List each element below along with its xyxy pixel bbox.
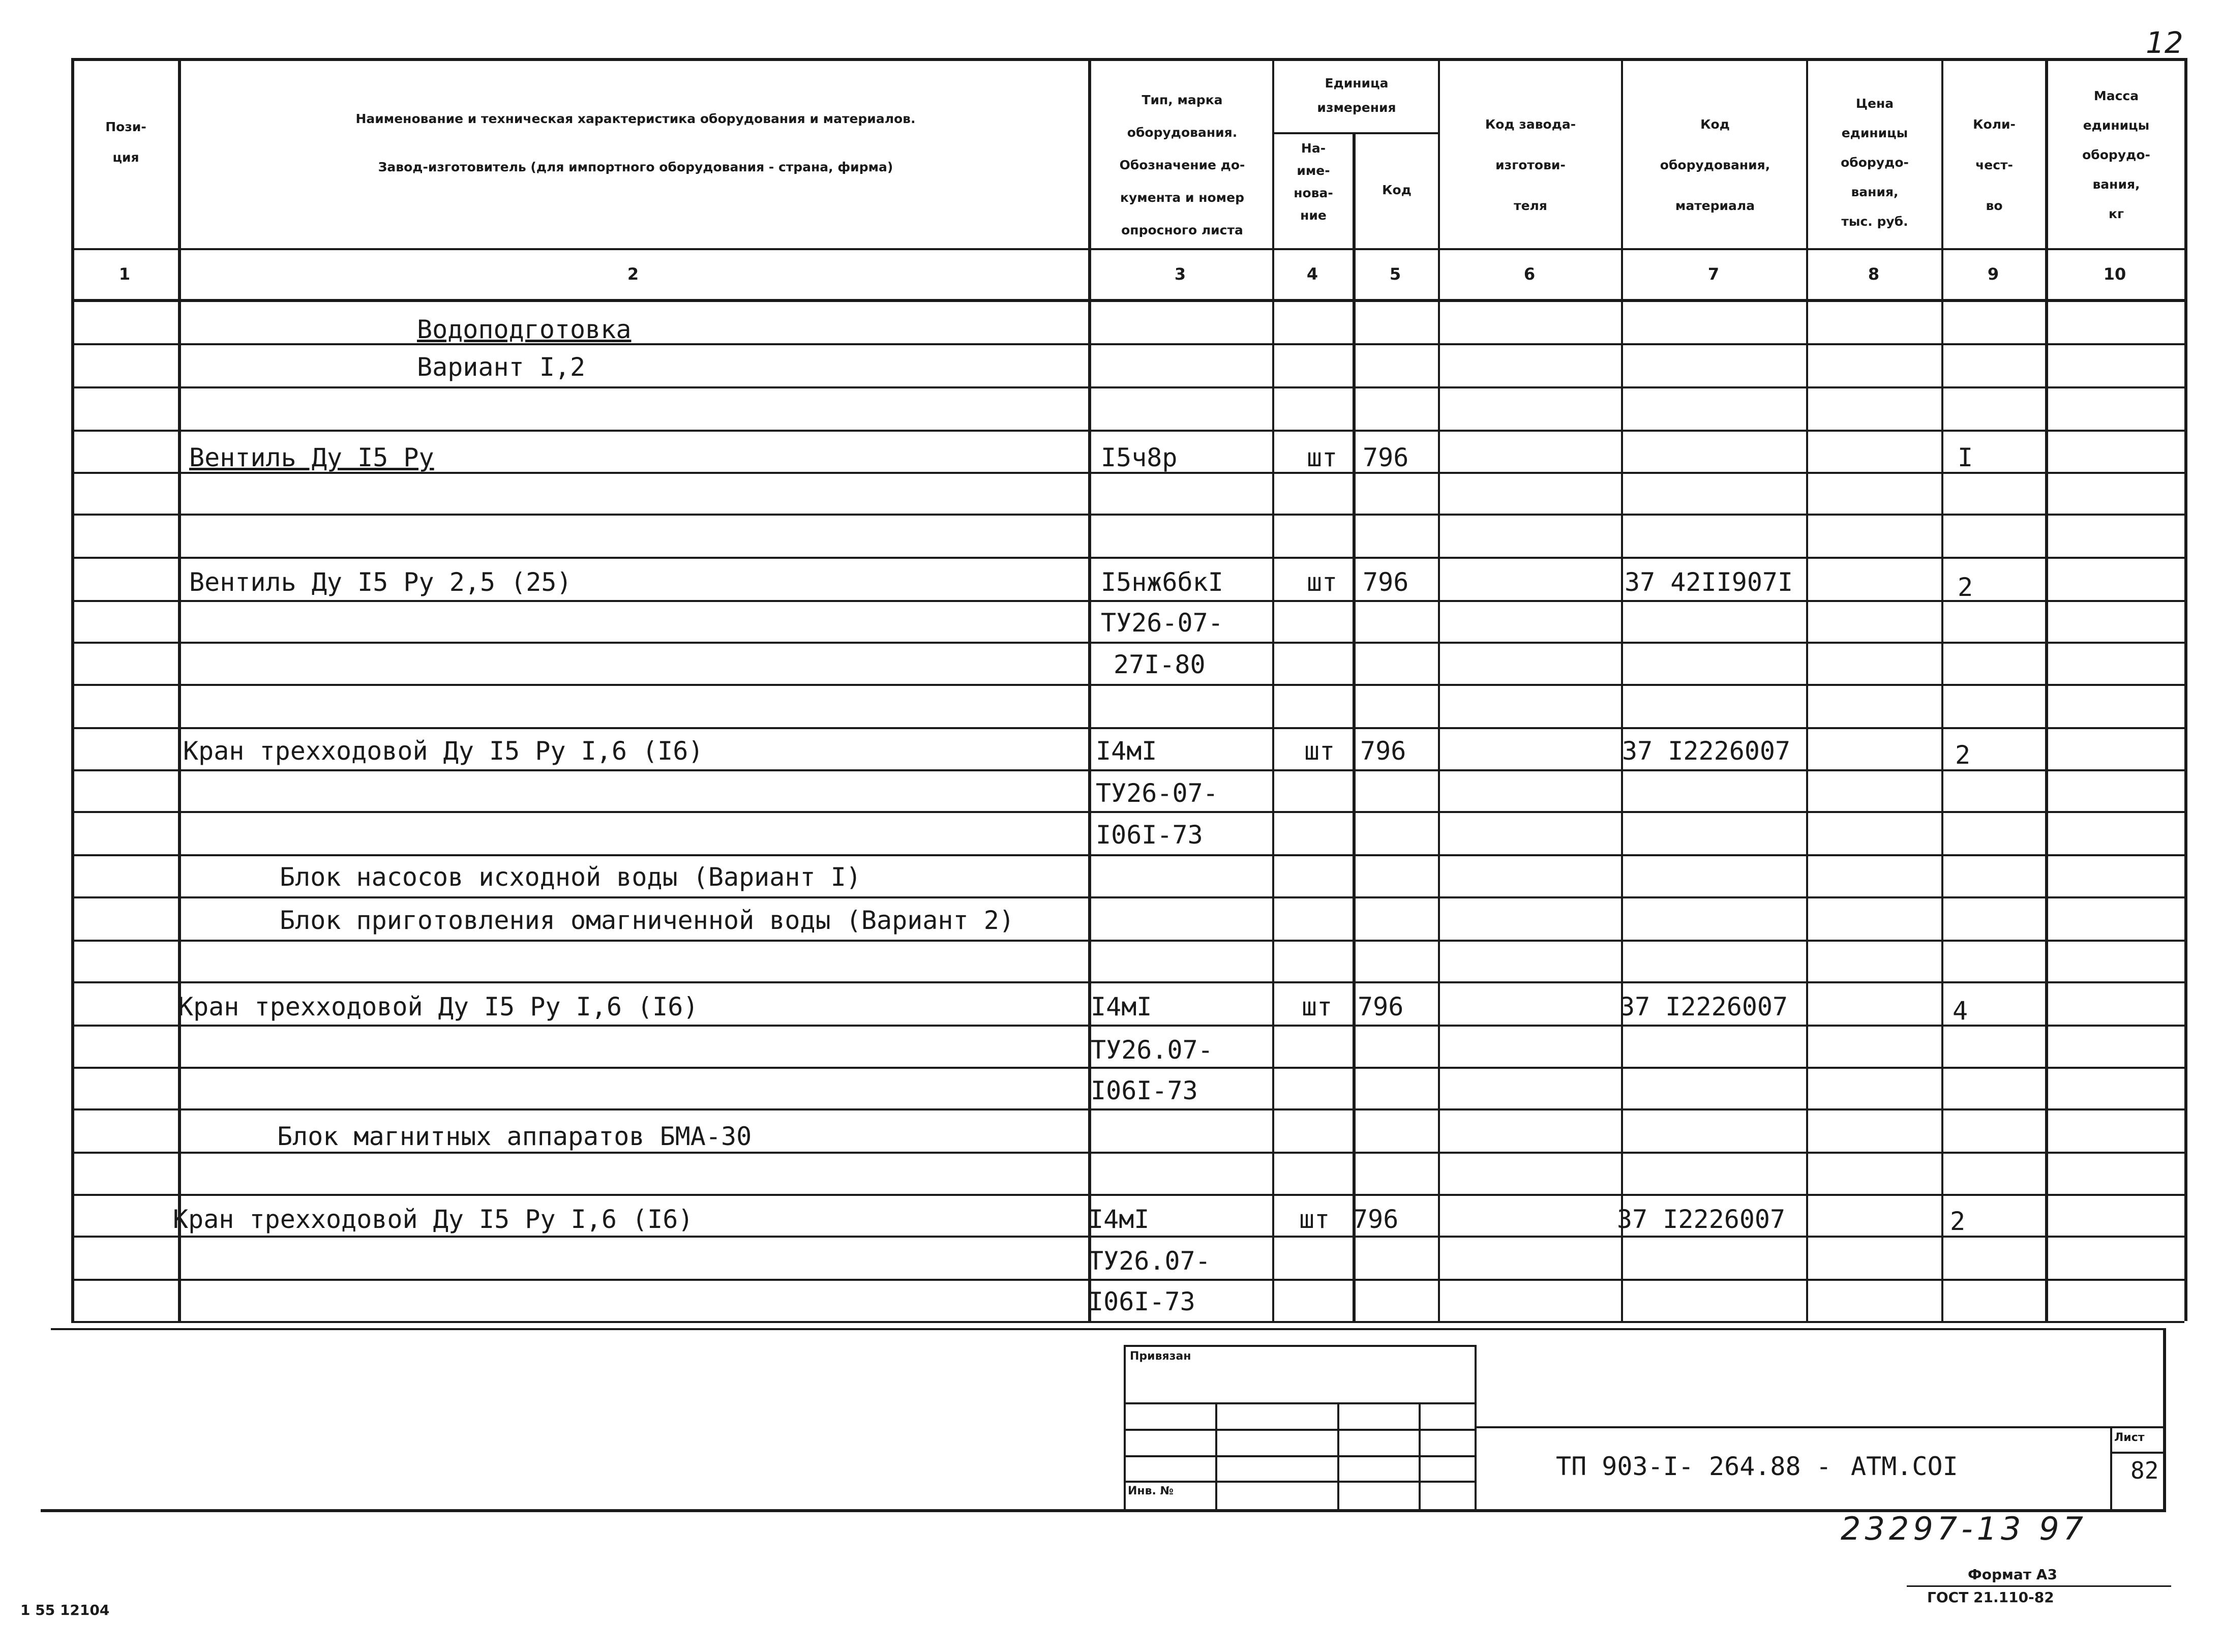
section-subtitle: Вариант I,2: [417, 352, 586, 382]
item-unit-code: 796: [1363, 567, 1409, 597]
print-id: 1 55 12104: [20, 1602, 110, 1618]
item-name: Вентиль Ду I5 Ру 2,5 (25): [189, 567, 572, 597]
col-number: 1: [118, 264, 131, 284]
col-number: 4: [1306, 264, 1318, 284]
col-number: 5: [1389, 264, 1401, 284]
item-material-code: 37 I2226007: [1619, 992, 1788, 1022]
col-number: 7: [1707, 264, 1720, 284]
col-number: 6: [1523, 264, 1536, 284]
item-name: Кран трехходовой Ду I5 Ру I,6 (I6): [178, 992, 699, 1022]
col-number: 3: [1174, 264, 1186, 284]
stamp-inventory-label: Инв. №: [1128, 1485, 1174, 1497]
item-name: Кран трехходовой Ду I5 Ру I,6 (I6): [183, 736, 704, 766]
header-mass: Масса единицы оборудо- вания, кг: [2082, 88, 2150, 221]
item-doc: 27I-80: [1114, 650, 1206, 679]
page-mark: 12: [2146, 25, 2183, 60]
header-type: Тип, марка оборудования. Обозначение до- кумента и номер опросного листа: [1119, 93, 1245, 237]
header-price: Цена единицы оборудо- вания, тыс. руб.: [1841, 96, 1909, 229]
col-number: 10: [2103, 264, 2126, 284]
item-unit-code: 796: [1360, 736, 1406, 766]
item-name: Кран трехходовой Ду I5 Ру I,6 (I6): [173, 1205, 694, 1234]
col-number: 8: [1868, 264, 1880, 284]
item-doc: ТУ26.07-: [1088, 1246, 1211, 1276]
header-unit-code: Код: [1382, 183, 1412, 197]
item-unit: шт: [1299, 1205, 1330, 1234]
item-unit-code: 796: [1353, 1205, 1399, 1234]
item-type: I5ч8р: [1101, 443, 1178, 472]
item-name: Вентиль Ду I5 Ру: [189, 443, 434, 472]
col-number: 9: [1987, 264, 1999, 284]
header-unit-group: Единица измерения: [1317, 76, 1396, 115]
item-doc: ТУ26-07-: [1101, 608, 1223, 638]
stamp-linked-label: Привязан: [1130, 1350, 1191, 1363]
item-unit-code: 796: [1363, 443, 1409, 472]
header-position: Пози- ция: [105, 119, 146, 165]
item-unit: шт: [1304, 736, 1335, 766]
item-quantity: 2: [1955, 740, 1971, 770]
item-quantity: 2: [1950, 1207, 1966, 1236]
document-code: ТП 903-I- 264.88 -: [1556, 1452, 1831, 1481]
item-unit-code: 796: [1358, 992, 1404, 1022]
section-title: Водоподготовка: [417, 315, 632, 344]
item-unit: шт: [1307, 443, 1338, 472]
handwritten-number: 23297-13 97: [1841, 1510, 2088, 1547]
item-type: I4мI: [1088, 1205, 1150, 1234]
item-doc: I06I-73: [1091, 1076, 1198, 1105]
header-name-line1: Наименование и техническая характеристика оборудования и материалов.: [355, 111, 916, 126]
item-doc: ТУ26.07-: [1091, 1035, 1213, 1065]
item-type: I4мI: [1091, 992, 1152, 1022]
item-doc: I06I-73: [1096, 820, 1203, 850]
item-quantity: 2: [1958, 573, 1973, 602]
block-title: Блок насосов исходной воды (Вариант I): [280, 862, 861, 892]
item-quantity: 4: [1953, 996, 1968, 1026]
item-quantity: I: [1958, 443, 1973, 472]
item-doc: I06I-73: [1088, 1287, 1195, 1316]
header-equipment-code: Код оборудования, материала: [1660, 117, 1770, 213]
col-number: 2: [627, 264, 639, 284]
header-name-line2: Завод-изготовитель (для импортного оборудования - страна, фирма): [378, 160, 893, 174]
block-title: Блок приготовления омагниченной воды (Вариант 2): [280, 906, 1014, 935]
sheet-number: 82: [2130, 1457, 2159, 1484]
block-title: Блок магнитных аппаратов БМА-30: [277, 1122, 752, 1151]
header-quantity: Коли- чест- во: [1973, 117, 2016, 213]
sheet-label: Лист: [2114, 1431, 2145, 1444]
gost-label: ГОСТ 21.110-82: [1927, 1589, 2054, 1606]
item-unit: шт: [1302, 992, 1333, 1022]
document-suffix: АТМ.СОI: [1851, 1452, 1958, 1481]
format-label: Формат А3: [1968, 1566, 2057, 1583]
item-doc: ТУ26-07-: [1096, 778, 1218, 808]
item-type: I5нж6бкI: [1101, 567, 1223, 597]
item-unit: шт: [1307, 567, 1338, 597]
item-material-code: 37 42II907I: [1625, 567, 1793, 597]
item-material-code: 37 I2226007: [1617, 1205, 1786, 1234]
item-material-code: 37 I2226007: [1622, 736, 1791, 766]
header-plant-code: Код завода- изготови- теля: [1485, 117, 1576, 213]
item-type: I4мI: [1096, 736, 1157, 766]
header-unit-name: На- име- нова- ние: [1294, 141, 1333, 223]
